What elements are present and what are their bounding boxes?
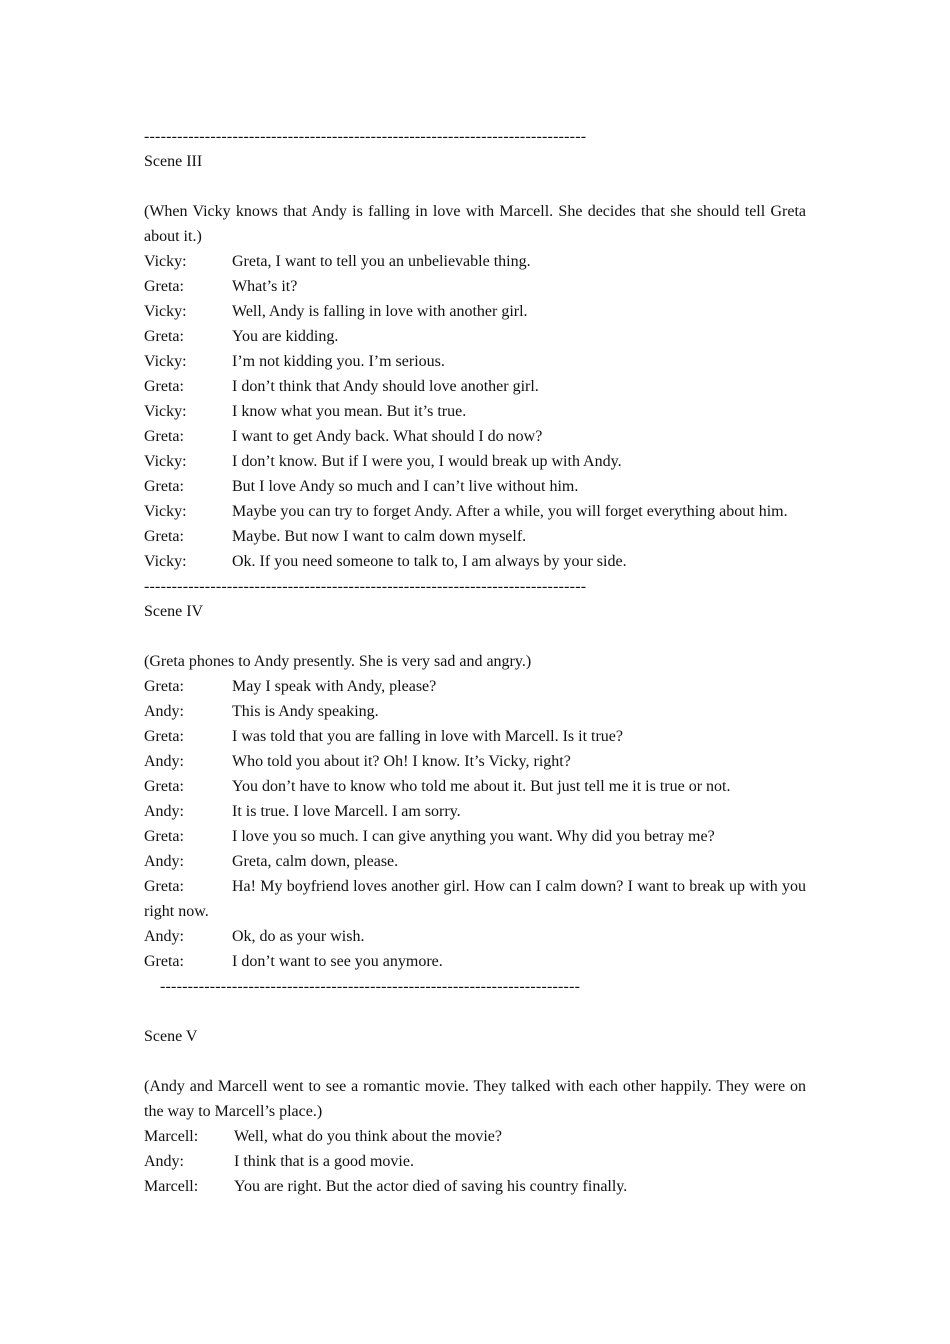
speaker-label: Greta: [144,778,184,795]
dialogue-text: This is Andy speaking. [232,703,379,720]
blank-line [144,174,806,199]
speaker-label: Vicky: [144,353,187,370]
speaker-label: Andy: [144,1153,184,1170]
dialogue-text: Ha! My boyfriend loves another girl. How can I calm down? I want to break up with you right now. [144,878,806,920]
script-document [144,124,806,1199]
speaker-label: Greta: [144,878,184,895]
dialogue-text: Who told you about it? Oh! I know. It’s Vicky, right? [232,753,571,770]
dialogue-text: You are kidding. [232,328,339,345]
speaker-label: Greta: [144,378,184,395]
dialogue-line [144,824,806,849]
dialogue-text: Greta, calm down, please. [232,853,399,870]
speaker-label: Greta: [144,728,184,745]
dialogue-line [144,549,806,574]
dialogue-line [144,499,806,524]
dialogue-line [144,699,806,724]
dialogue-text: I’m not kidding you. I’m serious. [232,353,445,370]
speaker-label: Marcell: [144,1178,199,1195]
dialogue-text: I was told that you are falling in love with Marcell. Is it true? [232,728,623,745]
stage-direction: (Greta phones to Andy presently. She is very sad and angry.) [144,653,532,670]
dialogue-line [144,324,806,349]
dialogue-line [144,1174,806,1199]
speaker-label: Vicky: [144,553,187,570]
dialogue-line [144,424,806,449]
scene-title: Scene IV [144,603,204,620]
dialogue-line [144,924,806,949]
stage-direction: (When Vicky knows that Andy is falling in love with Marcell. She decides that she should tell Greta about it.) [144,203,806,245]
dialogue-text: Ok. If you need someone to talk to, I am always by your side. [232,553,627,570]
dialogue-text: What’s it? [232,278,298,295]
dialogue-text: Ok, do as your wish. [232,928,365,945]
blank-line [144,999,806,1024]
dialogue-text: Greta, I want to tell you an unbelievable thing. [232,253,531,270]
speaker-label: Vicky: [144,253,187,270]
dialogue-text: I love you so much. I can give anything you want. Why did you betray me? [232,828,715,845]
speaker-label: Greta: [144,278,184,295]
dialogue-line [144,474,806,499]
dialogue-text: But I love Andy so much and I can’t live without him. [232,478,579,495]
speaker-label: Vicky: [144,453,187,470]
dialogue-text: I don’t think that Andy should love another girl. [232,378,539,395]
speaker-label: Vicky: [144,303,187,320]
speaker-label: Vicky: [144,403,187,420]
dialogue-line [144,349,806,374]
dialogue-text: It is true. I love Marcell. I am sorry. [232,803,461,820]
speaker-label: Greta: [144,953,184,970]
scene-divider: -------------------------------------------------------------------------------- [144,578,587,595]
scene-divider: -------------------------------------------------------------------------------- [144,128,587,145]
dialogue-line [144,399,806,424]
dialogue-text: Maybe. But now I want to calm down myself. [232,528,527,545]
dialogue-line [144,674,806,699]
dialogue-line [144,749,806,774]
dialogue-text: I think that is a good movie. [234,1153,414,1170]
dialogue-text: You don’t have to know who told me about it. But just tell me it is true or not. [232,778,731,795]
dialogue-text: You are right. But the actor died of saving his country finally. [234,1178,628,1195]
speaker-label: Marcell: [144,1128,199,1145]
dialogue-line [144,299,806,324]
scene-divider: ---------------------------------------------------------------------------- [160,978,581,995]
speaker-label: Greta: [144,478,184,495]
dialogue-text: I know what you mean. But it’s true. [232,403,467,420]
dialogue-line [144,849,806,874]
dialogue-line [144,799,806,824]
speaker-label: Andy: [144,853,184,870]
speaker-label: Greta: [144,828,184,845]
speaker-label: Greta: [144,328,184,345]
stage-direction: (Andy and Marcell went to see a romantic movie. They talked with each other happily. They were on the way to Marcell’s place.) [144,1078,806,1120]
speaker-label: Vicky: [144,503,187,520]
speaker-label: Greta: [144,678,184,695]
dialogue-text: May I speak with Andy, please? [232,678,437,695]
speaker-label: Andy: [144,753,184,770]
speaker-label: Greta: [144,428,184,445]
dialogue-line [144,724,806,749]
scene-title: Scene III [144,153,203,170]
dialogue-line [144,249,806,274]
dialogue-line [144,374,806,399]
dialogue-text: Well, Andy is falling in love with another girl. [232,303,528,320]
dialogue-line [144,774,806,799]
dialogue-text: I don’t want to see you anymore. [232,953,443,970]
dialogue-text: Maybe you can try to forget Andy. After a while, you will forget everything about him. [232,503,788,520]
scene-title: Scene V [144,1028,198,1045]
dialogue-line [144,524,806,549]
speaker-label: Andy: [144,703,184,720]
dialogue-line [144,1149,806,1174]
dialogue-line [144,1124,806,1149]
dialogue-text: I don’t know. But if I were you, I would break up with Andy. [232,453,622,470]
dialogue-line [144,274,806,299]
blank-line [144,1049,806,1074]
dialogue-text: Well, what do you think about the movie? [234,1128,502,1145]
dialogue-line [144,949,806,974]
speaker-label: Andy: [144,803,184,820]
dialogue-text: I want to get Andy back. What should I do now? [232,428,543,445]
speaker-label: Andy: [144,928,184,945]
dialogue-line [144,874,806,924]
dialogue-line [144,449,806,474]
blank-line [144,624,806,649]
speaker-label: Greta: [144,528,184,545]
